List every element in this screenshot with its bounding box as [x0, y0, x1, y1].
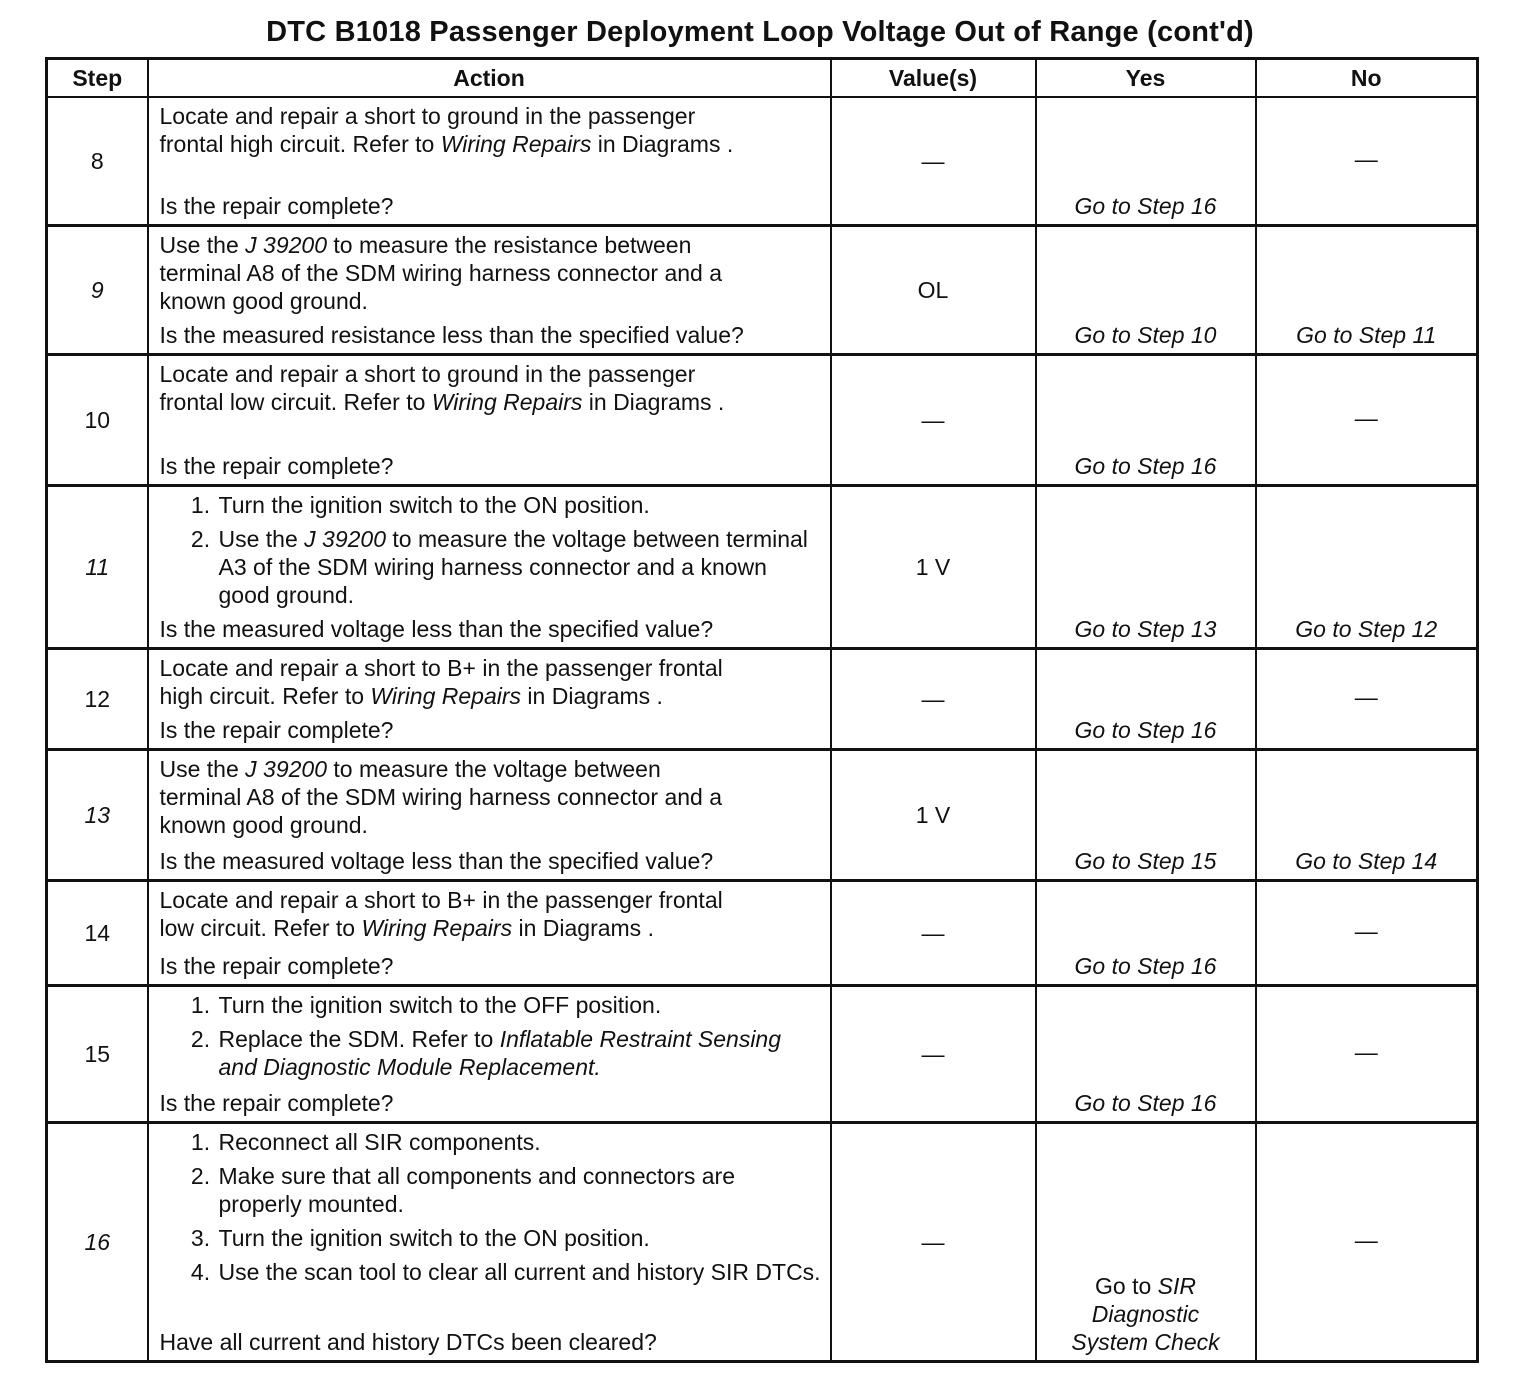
- action-cell: [148, 355, 831, 486]
- no-cell: —: [1256, 1123, 1478, 1362]
- italic-reference: Inflatable Restraint Sensing and Diagnostic Module Replacement.: [218, 1026, 782, 1080]
- text-segment: Replace the SDM. Refer to: [218, 1026, 500, 1052]
- table-row: [47, 750, 1478, 881]
- no-cell: —: [1256, 881, 1478, 986]
- procedure-step: [217, 1224, 822, 1252]
- action-cell: [148, 750, 831, 881]
- procedure-step: [217, 1258, 822, 1286]
- italic-reference: Wiring Repairs: [440, 131, 592, 157]
- text-segment: Locate and repair a short to B+ in the passenger frontal: [159, 655, 723, 681]
- text-segment: in Diagrams .: [512, 915, 654, 941]
- value-cell: 1 V: [831, 750, 1036, 881]
- table-body: [47, 97, 1478, 1362]
- question-text: Is the repair complete?: [159, 953, 394, 979]
- yes-cell: Go to Step 16: [1036, 881, 1256, 986]
- procedure-step: [217, 1025, 822, 1081]
- yes-cell: Go to Step 16: [1036, 649, 1256, 750]
- value-cell: 1 V: [831, 486, 1036, 649]
- procedure-step: [217, 1162, 822, 1218]
- text-segment: terminal A8 of the SDM wiring harness connector and a: [159, 260, 723, 286]
- no-cell: —: [1256, 97, 1478, 226]
- text-segment: Turn the ignition switch to the ON position.: [218, 1225, 650, 1251]
- question-text: Is the measured voltage less than the specified value?: [159, 848, 714, 874]
- text-segment: Locate and repair a short to ground in the passenger: [159, 361, 696, 387]
- italic-reference: J 39200: [304, 526, 387, 552]
- action-line: [160, 654, 822, 682]
- yes-cell: Go to Step 16: [1036, 97, 1256, 226]
- text-segment: to measure the resistance between: [327, 232, 692, 258]
- yes-cell: Go to Step 16: [1036, 355, 1256, 486]
- action-cell: [148, 1123, 831, 1362]
- action-line: [160, 259, 822, 287]
- action-cell: [148, 486, 831, 649]
- step-number: 9: [47, 226, 148, 355]
- text-segment: in Diagrams .: [521, 683, 663, 709]
- step-number: 10: [47, 355, 148, 486]
- italic-reference: J 39200: [245, 756, 328, 782]
- value-cell: —: [831, 649, 1036, 750]
- value-cell: —: [831, 881, 1036, 986]
- text-segment: Use the scan tool to clear all current and history SIR DTCs.: [218, 1259, 821, 1285]
- no-cell: —: [1256, 649, 1478, 750]
- header-step: Step: [47, 59, 148, 98]
- header-yes: Yes: [1036, 59, 1256, 98]
- value-cell: OL: [831, 226, 1036, 355]
- header-row: [47, 59, 1478, 98]
- step-number: 13: [47, 750, 148, 881]
- yes-cell: Go to Step 13: [1036, 486, 1256, 649]
- header-action: Action: [148, 59, 831, 98]
- value-cell: —: [831, 986, 1036, 1123]
- no-cell: Go to Step 14: [1256, 750, 1478, 881]
- yes-line: System Check: [1071, 1329, 1220, 1355]
- table-row: [47, 355, 1478, 486]
- italic-reference: Wiring Repairs: [431, 389, 583, 415]
- value-cell: —: [831, 355, 1036, 486]
- step-number: 12: [47, 649, 148, 750]
- no-cell: —: [1256, 355, 1478, 486]
- yes-line: Diagnostic: [1091, 1301, 1200, 1327]
- text-segment: frontal low circuit. Refer to: [159, 389, 432, 415]
- procedure-list: [160, 991, 822, 1081]
- yes-cell: Go to Step 10: [1036, 226, 1256, 355]
- text-segment: Make sure that all components and connectors are properly mounted.: [218, 1163, 736, 1217]
- action-line: [160, 811, 822, 839]
- action-cell: [148, 97, 831, 226]
- question-text: Is the repair complete?: [159, 193, 394, 219]
- diagnostic-table: [45, 57, 1479, 1363]
- procedure-step: [217, 525, 822, 609]
- action-line: [160, 914, 822, 942]
- table-row: [47, 486, 1478, 649]
- action-cell: [148, 986, 831, 1123]
- action-line: [160, 388, 822, 416]
- action-line: [160, 360, 822, 388]
- question-text: Is the repair complete?: [159, 717, 394, 743]
- italic-reference: Wiring Repairs: [361, 915, 513, 941]
- text-segment: known good ground.: [159, 288, 368, 314]
- action-line: [160, 682, 822, 710]
- no-cell: —: [1256, 986, 1478, 1123]
- step-number: 8: [47, 97, 148, 226]
- table-row: [47, 97, 1478, 226]
- procedure-step: [217, 991, 822, 1019]
- question-text: Is the repair complete?: [159, 453, 394, 479]
- question-text: Is the measured resistance less than the specified value?: [159, 322, 744, 348]
- text-segment: terminal A8 of the SDM wiring harness connector and a: [159, 784, 723, 810]
- value-cell: —: [831, 97, 1036, 226]
- text-segment: Reconnect all SIR components.: [218, 1129, 541, 1155]
- step-number: 14: [47, 881, 148, 986]
- text-segment: in Diagrams .: [591, 131, 734, 157]
- text-segment: Locate and repair a short to B+ in the passenger frontal: [159, 887, 723, 913]
- table-row: [47, 649, 1478, 750]
- question-text: Is the measured voltage less than the specified value?: [159, 616, 714, 642]
- text-segment: Use the: [159, 232, 246, 258]
- text-segment: to measure the voltage between terminal A3 of the SDM wiring harness connector and a known good ground.: [218, 526, 808, 608]
- question-text: Is the repair complete?: [159, 1090, 394, 1116]
- value-cell: —: [831, 1123, 1036, 1362]
- action-line: [160, 287, 822, 315]
- italic-reference: J 39200: [245, 232, 328, 258]
- table-row: [47, 881, 1478, 986]
- procedure-step: [217, 1128, 822, 1156]
- text-segment: known good ground.: [159, 812, 368, 838]
- header-no: No: [1256, 59, 1478, 98]
- action-line: [160, 886, 822, 914]
- table-row: [47, 226, 1478, 355]
- italic-reference: Wiring Repairs: [370, 683, 522, 709]
- text-segment: low circuit. Refer to: [159, 915, 362, 941]
- text-segment: high circuit. Refer to: [159, 683, 371, 709]
- page-title: DTC B1018 Passenger Deployment Loop Voltage Out of Range (cont'd): [266, 16, 1254, 48]
- action-line: [160, 130, 822, 158]
- step-number: 15: [47, 986, 148, 1123]
- text-segment: in Diagrams .: [582, 389, 725, 415]
- no-cell: Go to Step 12: [1256, 486, 1478, 649]
- text-segment: Use the: [159, 756, 246, 782]
- no-cell: Go to Step 11: [1256, 226, 1478, 355]
- text-segment: frontal high circuit. Refer to: [159, 131, 441, 157]
- action-line: [160, 755, 822, 783]
- question-text: Have all current and history DTCs been cleared?: [159, 1329, 657, 1355]
- action-cell: [148, 881, 831, 986]
- action-line: [160, 102, 822, 130]
- yes-line: Go to SIR: [1095, 1273, 1196, 1299]
- yes-cell: Go to Step 15: [1036, 750, 1256, 881]
- header-values: Value(s): [831, 59, 1036, 98]
- text-segment: Use the: [218, 526, 305, 552]
- text-segment: Locate and repair a short to ground in the passenger: [159, 103, 696, 129]
- action-line: [160, 231, 822, 259]
- step-number: 16: [47, 1123, 148, 1362]
- procedure-list: [160, 1128, 822, 1286]
- yes-cell: Go to Step 16: [1036, 986, 1256, 1123]
- table-row: [47, 1123, 1478, 1362]
- procedure-step: [217, 491, 822, 519]
- action-cell: [148, 649, 831, 750]
- text-segment: Turn the ignition switch to the OFF position.: [218, 992, 662, 1018]
- text-segment: to measure the voltage between: [327, 756, 661, 782]
- procedure-list: [160, 491, 822, 609]
- table-row: [47, 986, 1478, 1123]
- yes-cell: [1036, 1123, 1256, 1362]
- text-segment: Turn the ignition switch to the ON position.: [218, 492, 650, 518]
- step-number: 11: [47, 486, 148, 649]
- action-line: [160, 783, 822, 811]
- action-cell: [148, 226, 831, 355]
